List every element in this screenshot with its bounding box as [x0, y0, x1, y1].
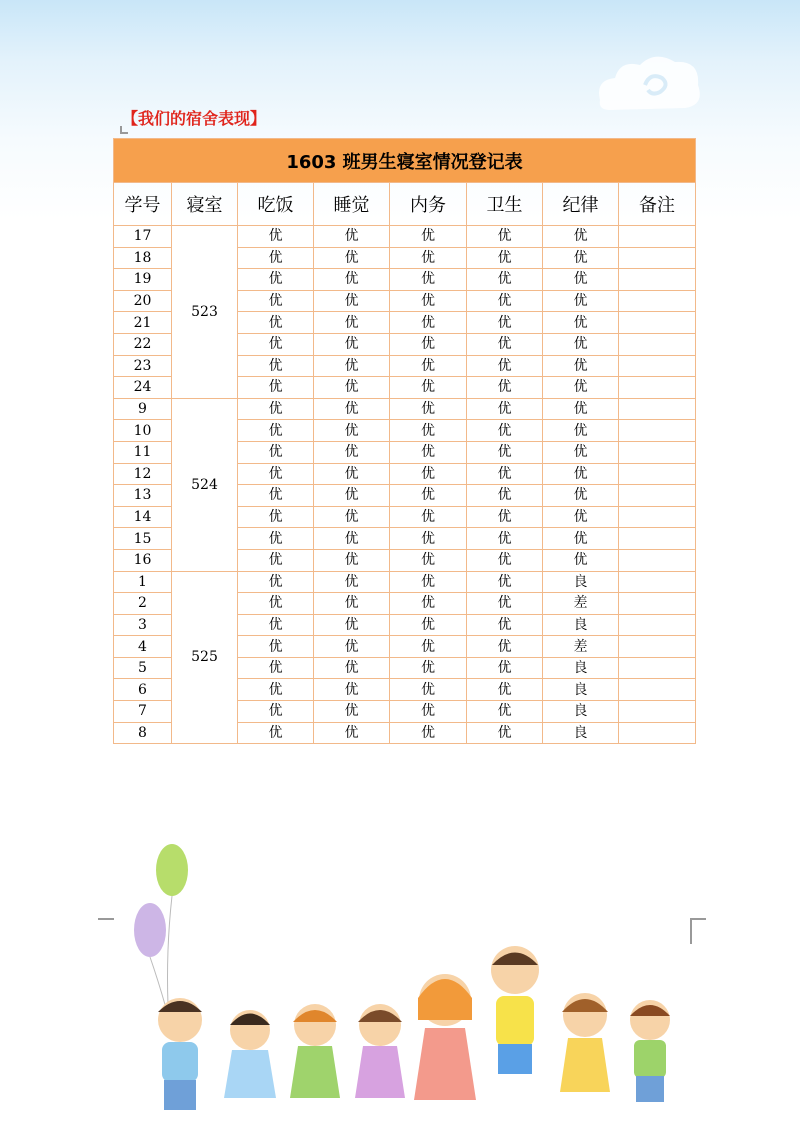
eating-cell: 优 — [238, 377, 314, 399]
housekeeping-cell: 优 — [390, 571, 467, 593]
notes-cell — [619, 701, 696, 723]
eating-cell: 优 — [238, 226, 314, 248]
sleeping-cell: 优 — [314, 441, 390, 463]
notes-cell — [619, 226, 696, 248]
housekeeping-cell: 优 — [390, 614, 467, 636]
discipline-cell: 优 — [543, 441, 619, 463]
eating-cell: 优 — [238, 549, 314, 571]
housekeeping-cell: 优 — [390, 636, 467, 658]
header-room: 寝室 — [172, 183, 238, 226]
student-id-cell: 1 — [114, 571, 172, 593]
notes-cell — [619, 377, 696, 399]
notes-cell — [619, 333, 696, 355]
notes-cell — [619, 657, 696, 679]
hygiene-cell: 优 — [467, 485, 543, 507]
eating-cell: 优 — [238, 571, 314, 593]
hygiene-cell: 优 — [467, 377, 543, 399]
housekeeping-cell: 优 — [390, 528, 467, 550]
hygiene-cell: 优 — [467, 290, 543, 312]
student-id-cell: 13 — [114, 485, 172, 507]
discipline-cell: 优 — [543, 398, 619, 420]
eating-cell: 优 — [238, 593, 314, 615]
notes-cell — [619, 506, 696, 528]
housekeeping-cell: 优 — [390, 333, 467, 355]
eating-cell: 优 — [238, 636, 314, 658]
student-id-cell: 19 — [114, 269, 172, 291]
housekeeping-cell: 优 — [390, 593, 467, 615]
sleeping-cell: 优 — [314, 701, 390, 723]
room-cell: 524 — [172, 398, 238, 571]
discipline-cell: 优 — [543, 377, 619, 399]
hygiene-cell: 优 — [467, 269, 543, 291]
hygiene-cell: 优 — [467, 463, 543, 485]
eating-cell: 优 — [238, 398, 314, 420]
hygiene-cell: 优 — [467, 636, 543, 658]
hygiene-cell: 优 — [467, 722, 543, 744]
notes-cell — [619, 679, 696, 701]
student-id-cell: 10 — [114, 420, 172, 442]
header-housekeeping: 内务 — [390, 183, 467, 226]
eating-cell: 优 — [238, 722, 314, 744]
housekeeping-cell: 优 — [390, 657, 467, 679]
notes-cell — [619, 614, 696, 636]
table-row — [114, 398, 696, 420]
discipline-cell: 优 — [543, 549, 619, 571]
discipline-cell: 良 — [543, 614, 619, 636]
room-cell: 523 — [172, 226, 238, 399]
eating-cell: 优 — [238, 420, 314, 442]
student-id-cell: 14 — [114, 506, 172, 528]
housekeeping-cell: 优 — [390, 312, 467, 334]
hygiene-cell: 优 — [467, 614, 543, 636]
student-id-cell: 15 — [114, 528, 172, 550]
sleeping-cell: 优 — [314, 571, 390, 593]
room-cell: 525 — [172, 571, 238, 744]
hygiene-cell: 优 — [467, 247, 543, 269]
student-id-cell: 18 — [114, 247, 172, 269]
sleeping-cell: 优 — [314, 636, 390, 658]
discipline-cell: 优 — [543, 312, 619, 334]
sleeping-cell: 优 — [314, 485, 390, 507]
student-id-cell: 24 — [114, 377, 172, 399]
header-notes: 备注 — [619, 183, 696, 226]
notes-cell — [619, 290, 696, 312]
balloon-purple — [134, 903, 166, 1008]
hygiene-cell: 优 — [467, 593, 543, 615]
kid — [630, 1000, 670, 1102]
student-id-cell: 3 — [114, 614, 172, 636]
eating-cell: 优 — [238, 355, 314, 377]
sleeping-cell: 优 — [314, 679, 390, 701]
eating-cell: 优 — [238, 463, 314, 485]
notes-cell — [619, 420, 696, 442]
hygiene-cell: 优 — [467, 312, 543, 334]
eating-cell: 优 — [238, 657, 314, 679]
discipline-cell: 良 — [543, 657, 619, 679]
housekeeping-cell: 优 — [390, 485, 467, 507]
sleeping-cell: 优 — [314, 333, 390, 355]
discipline-cell: 良 — [543, 679, 619, 701]
eating-cell: 优 — [238, 441, 314, 463]
notes-cell — [619, 312, 696, 334]
eating-cell: 优 — [238, 614, 314, 636]
notes-cell — [619, 593, 696, 615]
sleeping-cell: 优 — [314, 593, 390, 615]
table-row — [114, 571, 696, 593]
notes-cell — [619, 441, 696, 463]
hygiene-cell: 优 — [467, 506, 543, 528]
hygiene-cell: 优 — [467, 398, 543, 420]
discipline-cell: 优 — [543, 355, 619, 377]
kid — [158, 998, 202, 1110]
sleeping-cell: 优 — [314, 355, 390, 377]
notes-cell — [619, 528, 696, 550]
sleeping-cell: 优 — [314, 420, 390, 442]
eating-cell: 优 — [238, 247, 314, 269]
notes-cell — [619, 549, 696, 571]
eating-cell: 优 — [238, 506, 314, 528]
kid — [290, 1004, 340, 1098]
housekeeping-cell: 优 — [390, 679, 467, 701]
discipline-cell: 优 — [543, 463, 619, 485]
student-id-cell: 7 — [114, 701, 172, 723]
discipline-cell: 优 — [543, 226, 619, 248]
sleeping-cell: 优 — [314, 463, 390, 485]
student-id-cell: 16 — [114, 549, 172, 571]
kid — [560, 993, 610, 1092]
notes-cell — [619, 636, 696, 658]
student-id-cell: 22 — [114, 333, 172, 355]
sleeping-cell: 优 — [314, 614, 390, 636]
student-id-cell: 9 — [114, 398, 172, 420]
header-sleeping: 睡觉 — [314, 183, 390, 226]
housekeeping-cell: 优 — [390, 549, 467, 571]
housekeeping-cell: 优 — [390, 247, 467, 269]
eating-cell: 优 — [238, 485, 314, 507]
sleeping-cell: 优 — [314, 528, 390, 550]
header-eating: 吃饭 — [238, 183, 314, 226]
housekeeping-cell: 优 — [390, 355, 467, 377]
housekeeping-cell: 优 — [390, 420, 467, 442]
notes-cell — [619, 463, 696, 485]
hygiene-cell: 优 — [467, 226, 543, 248]
student-id-cell: 23 — [114, 355, 172, 377]
cloud-decoration — [590, 50, 710, 120]
eating-cell: 优 — [238, 312, 314, 334]
notes-cell — [619, 398, 696, 420]
hygiene-cell: 优 — [467, 333, 543, 355]
student-id-cell: 12 — [114, 463, 172, 485]
housekeeping-cell: 优 — [390, 377, 467, 399]
student-id-cell: 6 — [114, 679, 172, 701]
eating-cell: 优 — [238, 290, 314, 312]
notes-cell — [619, 269, 696, 291]
header-student-id: 学号 — [114, 183, 172, 226]
housekeeping-cell: 优 — [390, 463, 467, 485]
housekeeping-cell: 优 — [390, 701, 467, 723]
discipline-cell: 优 — [543, 333, 619, 355]
discipline-cell: 良 — [543, 571, 619, 593]
notes-cell — [619, 722, 696, 744]
student-id-cell: 17 — [114, 226, 172, 248]
discipline-cell: 优 — [543, 485, 619, 507]
sleeping-cell: 优 — [314, 377, 390, 399]
hygiene-cell: 优 — [467, 549, 543, 571]
student-id-cell: 4 — [114, 636, 172, 658]
housekeeping-cell: 优 — [390, 269, 467, 291]
sleeping-cell: 优 — [314, 226, 390, 248]
eating-cell: 优 — [238, 333, 314, 355]
student-id-cell: 21 — [114, 312, 172, 334]
eating-cell: 优 — [238, 679, 314, 701]
header-hygiene: 卫生 — [467, 183, 543, 226]
eating-cell: 优 — [238, 269, 314, 291]
notes-cell — [619, 355, 696, 377]
hygiene-cell: 优 — [467, 701, 543, 723]
sleeping-cell: 优 — [314, 269, 390, 291]
discipline-cell: 良 — [543, 701, 619, 723]
sleeping-cell: 优 — [314, 506, 390, 528]
student-id-cell: 11 — [114, 441, 172, 463]
discipline-cell: 优 — [543, 528, 619, 550]
discipline-cell: 差 — [543, 636, 619, 658]
discipline-cell: 优 — [543, 269, 619, 291]
notes-cell — [619, 571, 696, 593]
table-row — [114, 226, 696, 248]
housekeeping-cell: 优 — [390, 441, 467, 463]
housekeeping-cell: 优 — [390, 226, 467, 248]
children-illustration — [100, 830, 740, 1130]
sleeping-cell: 优 — [314, 247, 390, 269]
kid — [414, 974, 476, 1100]
housekeeping-cell: 优 — [390, 398, 467, 420]
discipline-cell: 良 — [543, 722, 619, 744]
discipline-cell: 优 — [543, 420, 619, 442]
hygiene-cell: 优 — [467, 571, 543, 593]
table-title: 1603 班男生寝室情况登记表 — [114, 139, 696, 183]
sleeping-cell: 优 — [314, 657, 390, 679]
discipline-cell: 优 — [543, 247, 619, 269]
notes-cell — [619, 247, 696, 269]
discipline-cell: 优 — [543, 290, 619, 312]
kid — [355, 1004, 405, 1098]
eating-cell: 优 — [238, 528, 314, 550]
kid — [491, 946, 539, 1074]
dorm-register-table — [113, 138, 696, 744]
notes-cell — [619, 485, 696, 507]
sleeping-cell: 优 — [314, 549, 390, 571]
student-id-cell: 2 — [114, 593, 172, 615]
hygiene-cell: 优 — [467, 657, 543, 679]
sleeping-cell: 优 — [314, 290, 390, 312]
housekeeping-cell: 优 — [390, 722, 467, 744]
hygiene-cell: 优 — [467, 441, 543, 463]
discipline-cell: 优 — [543, 506, 619, 528]
hygiene-cell: 优 — [467, 528, 543, 550]
housekeeping-cell: 优 — [390, 506, 467, 528]
section-title: 【我们的宿舍表现】 — [122, 109, 267, 128]
sleeping-cell: 优 — [314, 398, 390, 420]
student-id-cell: 8 — [114, 722, 172, 744]
hygiene-cell: 优 — [467, 420, 543, 442]
eating-cell: 优 — [238, 701, 314, 723]
header-discipline: 纪律 — [543, 183, 619, 226]
sleeping-cell: 优 — [314, 722, 390, 744]
hygiene-cell: 优 — [467, 355, 543, 377]
discipline-cell: 差 — [543, 593, 619, 615]
student-id-cell: 20 — [114, 290, 172, 312]
student-id-cell: 5 — [114, 657, 172, 679]
housekeeping-cell: 优 — [390, 290, 467, 312]
hygiene-cell: 优 — [467, 679, 543, 701]
kid — [224, 1010, 276, 1098]
sleeping-cell: 优 — [314, 312, 390, 334]
